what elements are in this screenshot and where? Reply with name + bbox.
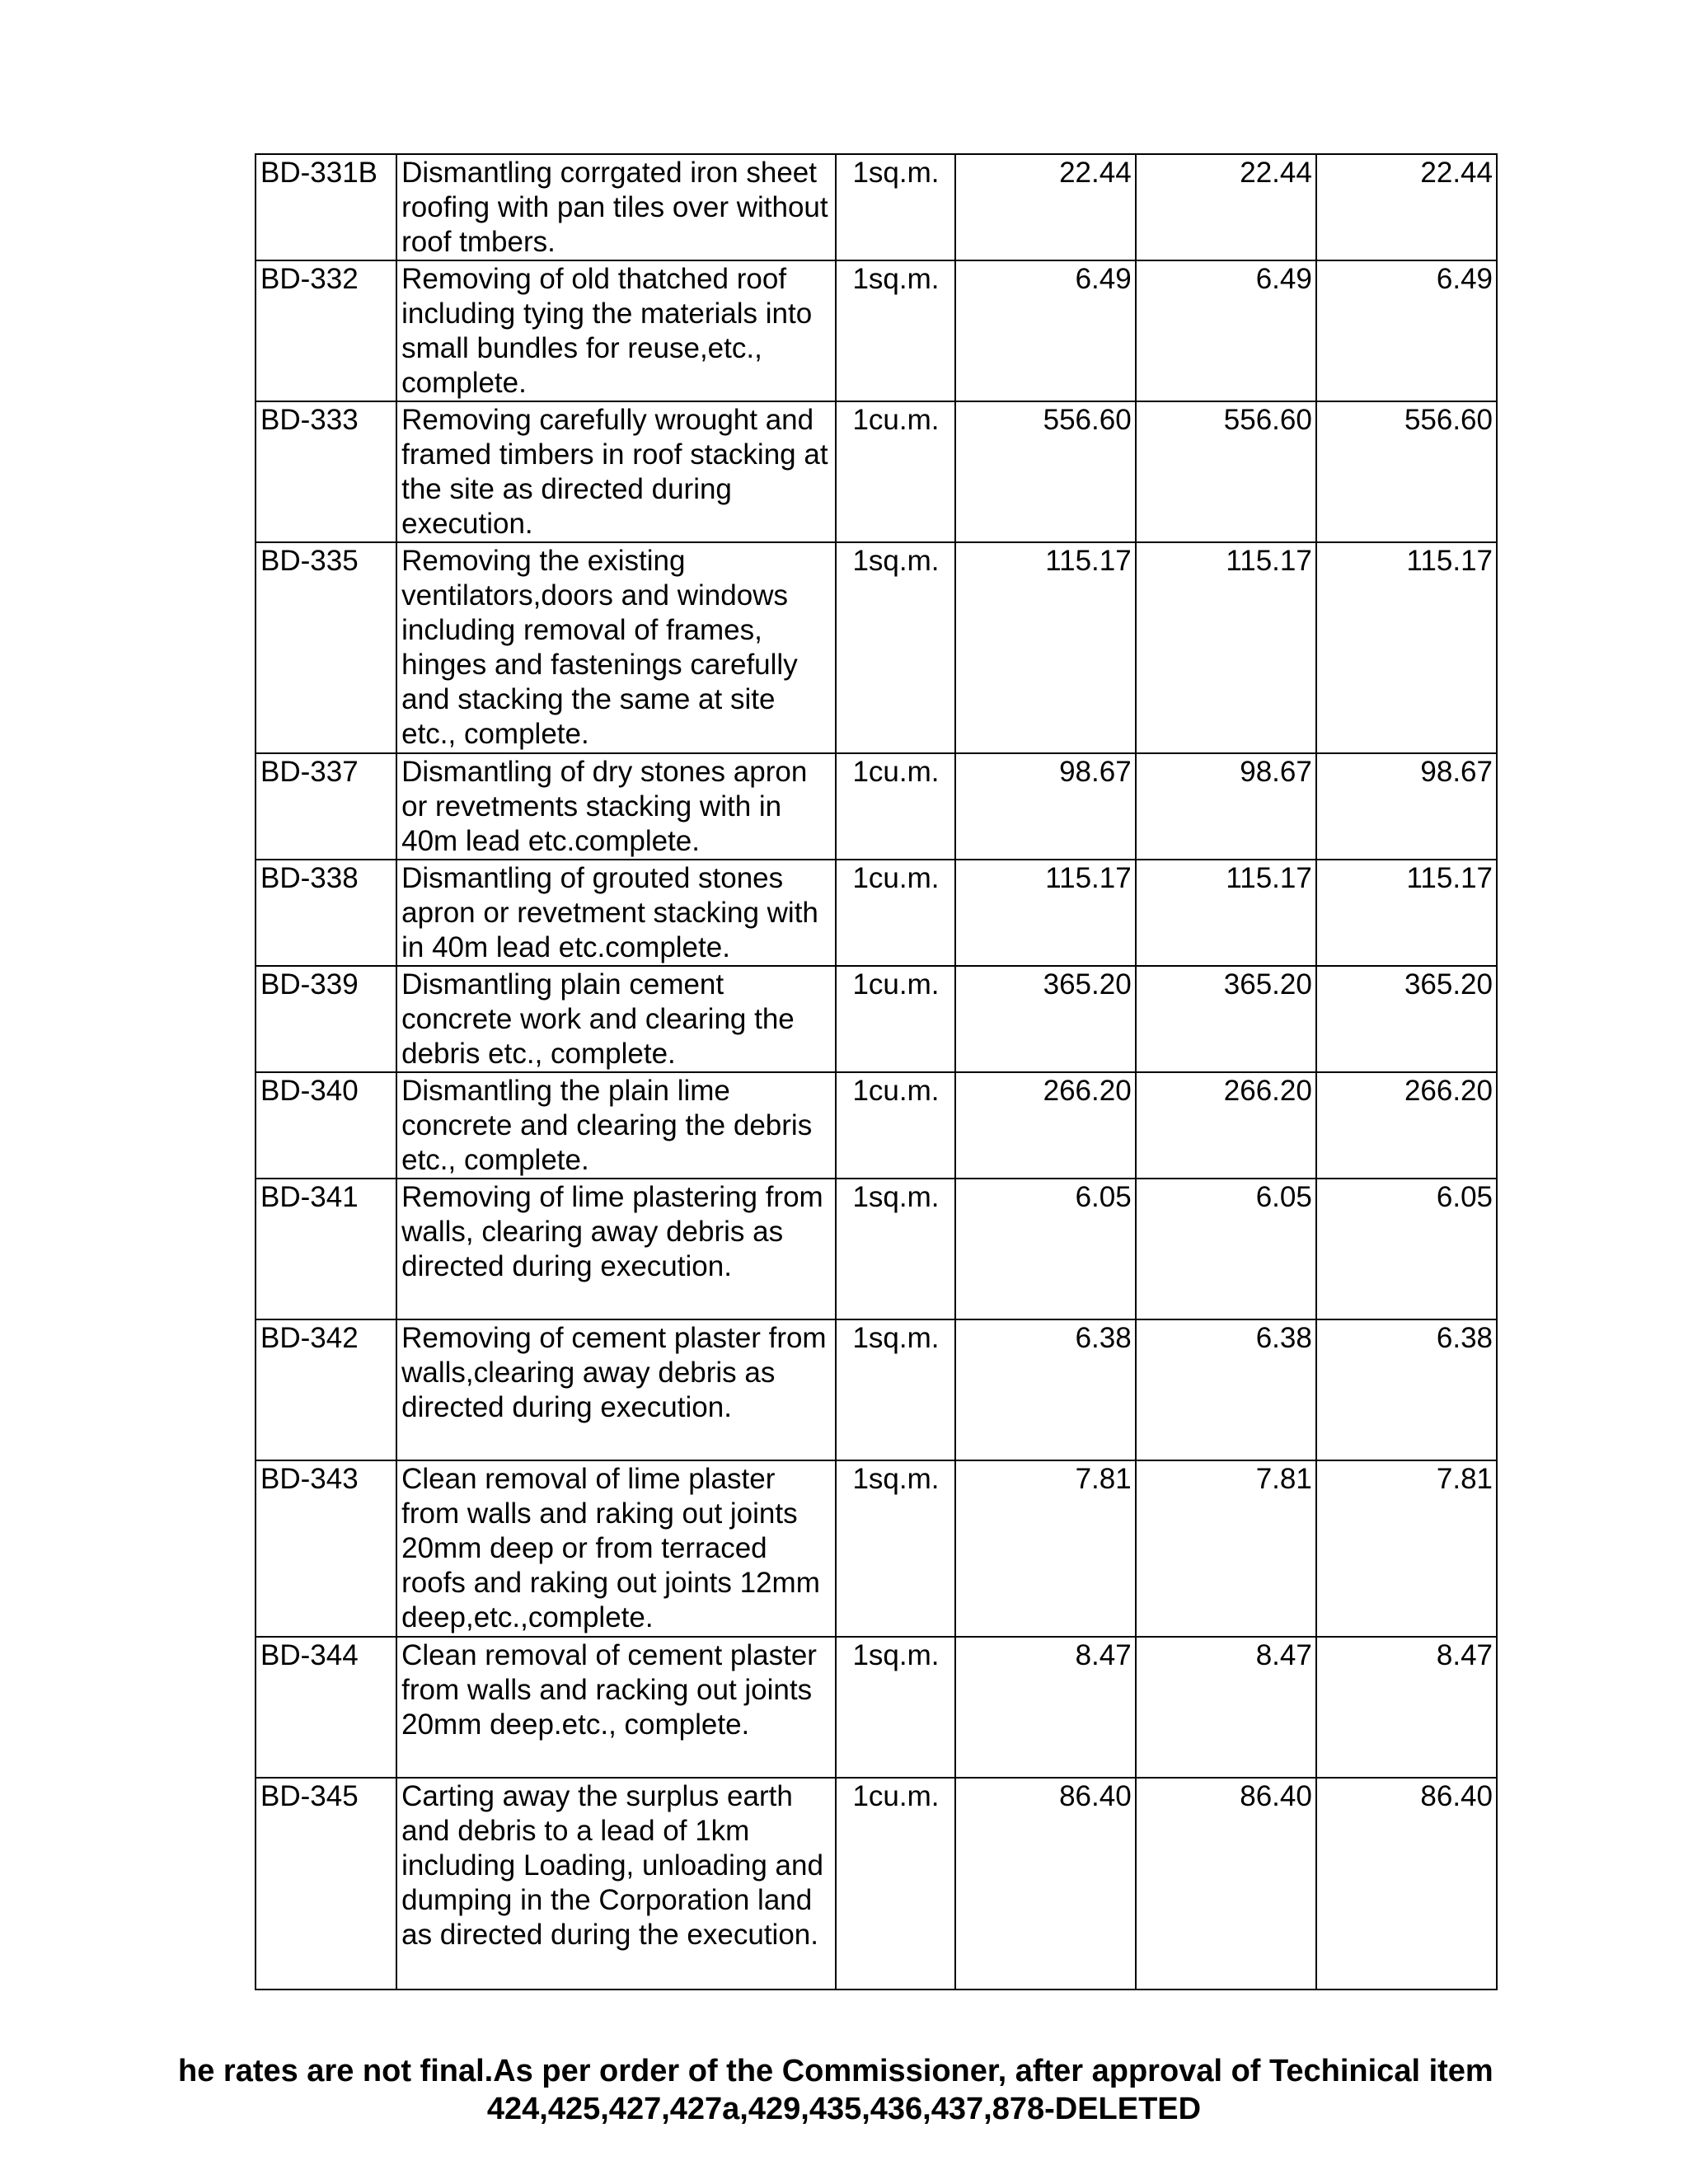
item-unit: 1cu.m. bbox=[836, 1778, 954, 1990]
table-row bbox=[256, 154, 1497, 260]
rate-col-3: 6.38 bbox=[1316, 1319, 1497, 1460]
table-row bbox=[256, 1778, 1497, 1990]
rate-col-2: 115.17 bbox=[1136, 860, 1316, 966]
rate-col-2: 266.20 bbox=[1136, 1072, 1316, 1179]
rate-col-3: 115.17 bbox=[1316, 860, 1497, 966]
item-description: Removing of old thatched roof including tying the materials into small bundles for reuse,etc., complete. bbox=[396, 260, 836, 401]
rate-col-1: 98.67 bbox=[955, 753, 1136, 860]
table-row bbox=[256, 260, 1497, 401]
rate-col-3: 8.47 bbox=[1316, 1637, 1497, 1778]
rate-col-3: 115.17 bbox=[1316, 542, 1497, 753]
table-row bbox=[256, 1179, 1497, 1319]
rate-col-3: 6.05 bbox=[1316, 1179, 1497, 1319]
rate-col-3: 22.44 bbox=[1316, 154, 1497, 260]
rate-col-3: 6.49 bbox=[1316, 260, 1497, 401]
rate-col-1: 6.38 bbox=[955, 1319, 1136, 1460]
item-description: Removing carefully wrought and framed timbers in roof stacking at the site as directed during execution. bbox=[396, 401, 836, 542]
item-code: BD-339 bbox=[256, 966, 396, 1072]
item-unit: 1sq.m. bbox=[836, 154, 954, 260]
table-row bbox=[256, 1637, 1497, 1778]
rate-col-1: 6.05 bbox=[955, 1179, 1136, 1319]
rate-col-2: 6.38 bbox=[1136, 1319, 1316, 1460]
item-unit: 1sq.m. bbox=[836, 1460, 954, 1637]
rate-col-3: 98.67 bbox=[1316, 753, 1497, 860]
item-description: Carting away the surplus earth and debris to a lead of 1km including Loading, unloading and dumping in the Corporation land as directed during the execution. bbox=[396, 1778, 836, 1990]
item-unit: 1cu.m. bbox=[836, 753, 954, 860]
item-description: Dismantling of grouted stones apron or revetment stacking with in 40m lead etc.complete. bbox=[396, 860, 836, 966]
item-description: Dismantling of dry stones apron or revetments stacking with in 40m lead etc.complete. bbox=[396, 753, 836, 860]
item-description: Clean removal of cement plaster from walls and racking out joints 20mm deep.etc., complete. bbox=[396, 1637, 836, 1778]
item-code: BD-333 bbox=[256, 401, 396, 542]
rate-col-2: 8.47 bbox=[1136, 1637, 1316, 1778]
item-unit: 1sq.m. bbox=[836, 542, 954, 753]
item-description: Dismantling plain cement concrete work and clearing the debris etc., complete. bbox=[396, 966, 836, 1072]
item-code: BD-335 bbox=[256, 542, 396, 753]
item-unit: 1cu.m. bbox=[836, 401, 954, 542]
table-row bbox=[256, 860, 1497, 966]
item-code: BD-331B bbox=[256, 154, 396, 260]
table-row bbox=[256, 1072, 1497, 1179]
rate-col-1: 115.17 bbox=[955, 542, 1136, 753]
table-row bbox=[256, 1460, 1497, 1637]
rate-col-2: 86.40 bbox=[1136, 1778, 1316, 1990]
footer-note-line-1: he rates are not final.As per order of the Commissioner, after approval of Techinical item bbox=[178, 2054, 1493, 2088]
table-row bbox=[256, 1319, 1497, 1460]
rate-col-1: 115.17 bbox=[955, 860, 1136, 966]
rate-col-1: 266.20 bbox=[955, 1072, 1136, 1179]
rate-col-2: 115.17 bbox=[1136, 542, 1316, 753]
item-unit: 1sq.m. bbox=[836, 1179, 954, 1319]
rate-col-2: 7.81 bbox=[1136, 1460, 1316, 1637]
item-unit: 1cu.m. bbox=[836, 1072, 954, 1179]
item-code: BD-345 bbox=[256, 1778, 396, 1990]
rate-col-2: 22.44 bbox=[1136, 154, 1316, 260]
rate-col-2: 98.67 bbox=[1136, 753, 1316, 860]
table-row bbox=[256, 753, 1497, 860]
item-code: BD-344 bbox=[256, 1637, 396, 1778]
item-unit: 1cu.m. bbox=[836, 966, 954, 1072]
item-description: Dismantling corrgated iron sheet roofing with pan tiles over without roof tmbers. bbox=[396, 154, 836, 260]
rate-col-2: 6.49 bbox=[1136, 260, 1316, 401]
rate-col-3: 7.81 bbox=[1316, 1460, 1497, 1637]
item-unit: 1sq.m. bbox=[836, 260, 954, 401]
footer-note-line-2: 424,425,427,427a,429,435,436,437,878-DELETED bbox=[486, 2092, 1202, 2126]
item-unit: 1sq.m. bbox=[836, 1319, 954, 1460]
table-row bbox=[256, 966, 1497, 1072]
rate-col-3: 86.40 bbox=[1316, 1778, 1497, 1990]
rate-col-2: 6.05 bbox=[1136, 1179, 1316, 1319]
rate-col-1: 556.60 bbox=[955, 401, 1136, 542]
rate-col-1: 7.81 bbox=[955, 1460, 1136, 1637]
rate-col-3: 266.20 bbox=[1316, 1072, 1497, 1179]
rate-col-1: 86.40 bbox=[955, 1778, 1136, 1990]
table-row bbox=[256, 542, 1497, 753]
item-description: Clean removal of lime plaster from walls and raking out joints 20mm deep or from terraced roofs and raking out joints 12mm deep,etc.,complete. bbox=[396, 1460, 836, 1637]
item-unit: 1sq.m. bbox=[836, 1637, 954, 1778]
item-code: BD-341 bbox=[256, 1179, 396, 1319]
item-description: Removing of lime plastering from walls, clearing away debris as directed during execution. bbox=[396, 1179, 836, 1319]
item-code: BD-342 bbox=[256, 1319, 396, 1460]
item-description: Removing the existing ventilators,doors and windows including removal of frames, hinges and fastenings carefully and stacking the same at site etc., complete. bbox=[396, 542, 836, 753]
item-code: BD-332 bbox=[256, 260, 396, 401]
item-code: BD-340 bbox=[256, 1072, 396, 1179]
rate-col-3: 365.20 bbox=[1316, 966, 1497, 1072]
item-code: BD-338 bbox=[256, 860, 396, 966]
rate-col-2: 556.60 bbox=[1136, 401, 1316, 542]
rate-col-1: 8.47 bbox=[955, 1637, 1136, 1778]
rates-table bbox=[255, 153, 1498, 1990]
rate-col-3: 556.60 bbox=[1316, 401, 1497, 542]
rate-col-2: 365.20 bbox=[1136, 966, 1316, 1072]
rate-col-1: 365.20 bbox=[955, 966, 1136, 1072]
rates-table-body bbox=[256, 154, 1497, 1990]
rate-col-1: 6.49 bbox=[955, 260, 1136, 401]
item-description: Removing of cement plaster from walls,clearing away debris as directed during execution. bbox=[396, 1319, 836, 1460]
item-unit: 1cu.m. bbox=[836, 860, 954, 966]
table-row bbox=[256, 401, 1497, 542]
rate-col-1: 22.44 bbox=[955, 154, 1136, 260]
item-code: BD-337 bbox=[256, 753, 396, 860]
item-code: BD-343 bbox=[256, 1460, 396, 1637]
item-description: Dismantling the plain lime concrete and clearing the debris etc., complete. bbox=[396, 1072, 836, 1179]
